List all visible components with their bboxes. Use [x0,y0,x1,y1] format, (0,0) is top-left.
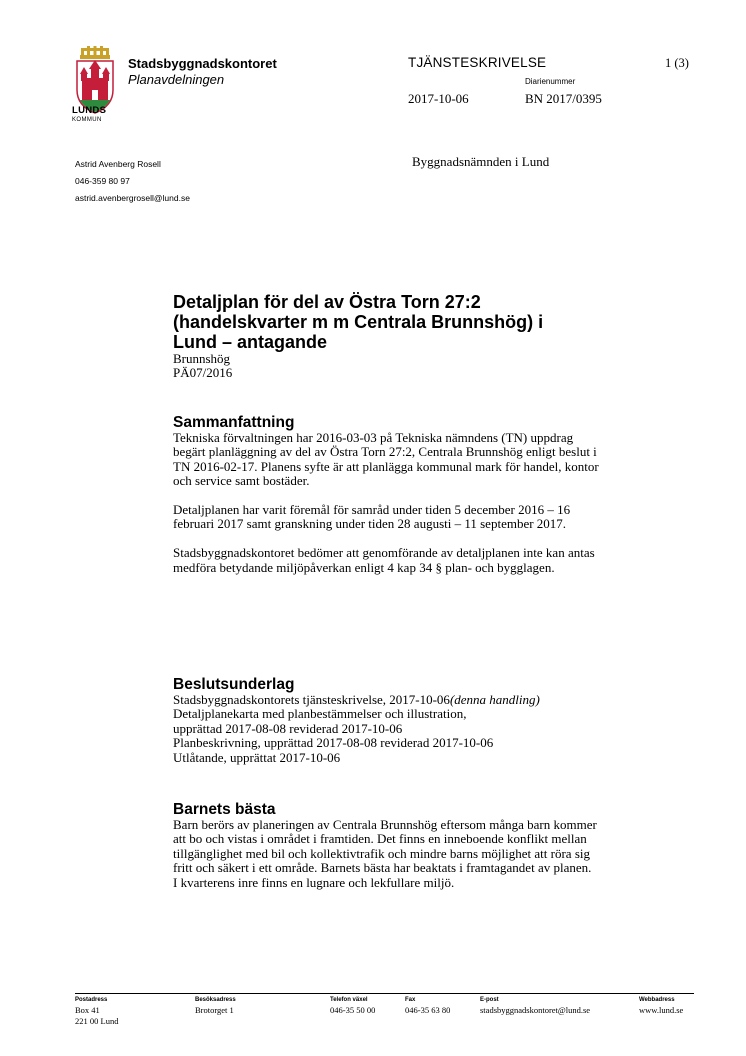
children-heading: Barnets bästa [173,801,276,818]
basis-item: upprättad 2017-08-08 reviderad 2017-10-06 [173,720,403,736]
footer-postal-line1: Box 41 [75,1005,100,1015]
logo-subtitle: KOMMUN [72,117,102,123]
footer-email-label: E-post [480,997,499,1003]
crown-icon [80,46,110,59]
sender-name: Astrid Avenberg Rosell [75,159,161,169]
basis-item-text: Stadsbyggnadskontorets tjänsteskrivelse, 2017-10-06 [173,692,450,707]
footer-web: www.lund.se [639,1005,684,1015]
title-line: Lund – antagande [173,332,328,352]
diarie-number: BN 2017/0395 [525,91,602,106]
footer-postal-line2: 221 00 Lund [75,1016,119,1026]
summary-paragraph: Stadsbyggnadskontoret bedömer att genomförande av detaljplanen inte kan antas medföra betydande miljöpåverkan enligt 4 kap 34 § plan- och bygglagen. [173,545,595,575]
footer-visit: Brotorget 1 [195,1005,234,1015]
title-line: Detaljplan för del av Östra Torn 27:2 [173,292,481,312]
footer-email: stadsbyggnadskontoret@lund.se [480,1005,591,1015]
title-block [173,292,613,380]
summary-paragraph: Tekniska förvaltningen har 2016-03-03 på Tekniska nämndens (TN) uppdrag begärt planläggning av del av Östra Torn 27:2, Centrala Brunnshög enligt beslut i TN 2016-02-17. Planens syfte är att planlägga kommunal mark för handel, kontor och service samt bostäder. [173,430,599,489]
plan-area: Brunnshög [173,351,231,366]
basis-heading: Beslutsunderlag [173,676,295,693]
title-line: (handelskvarter m m Centrala Brunnshög) i [173,312,544,332]
department-name: Stadsbyggnadskontoret [128,56,277,71]
plan-id: PÄ07/2016 [173,365,233,380]
basis-item: Planbeskrivning, upprättad 2017-08-08 reviderad 2017-10-06 [173,735,494,751]
summary-paragraph: Detaljplanen har varit föremål för samråd under tiden 5 december 2016 – 16 februari 2017 samt granskning under tiden 28 augusti – 11 september 2017. [173,502,571,532]
document-date: 2017-10-06 [408,91,469,106]
summary-section [173,414,603,575]
page-number: 1 (3) [665,56,689,70]
unit-name: Planavdelningen [128,72,225,87]
summary-heading: Sammanfattning [173,414,295,431]
footer-phone-label: Telefon växel [330,997,368,1003]
children-paragraph: Barn berörs av planeringen av Centrala Brunnshög eftersom många barn kommer att bo och vistas i området i framtiden. Det finns en inneboende konflikt mellan tillgänglighet med bil och kollektivtrafik och mindre barns möjlighet att röra sig fritt och säkert i ett område. Barnets bästa har beaktats i framtagandet av planen. I kvarterens inre finns en lugnare och lekfullare miljö. [173,817,597,890]
basis-item: Detaljplanekarta med planbestämmelser och illustration, [173,706,467,722]
recipient: Byggnadsnämnden i Lund [412,154,550,169]
footer-phone: 046-35 50 00 [330,1005,376,1015]
basis-item-note: (denna handling) [449,692,540,707]
footer-visit-label: Besöksadress [195,997,236,1003]
footer-fax: 046-35 63 80 [405,1005,451,1015]
footer-postal-label: Postadress [75,997,108,1003]
basis-item: Utlåtande, upprättat 2017-10-06 [173,749,341,765]
document-title [173,292,613,352]
basis-section [173,676,613,765]
footer-divider [75,993,694,994]
footer-fax-label: Fax [405,997,416,1003]
logo-name: LUNDS [72,105,107,116]
basis-item [173,693,613,707]
sender-email: astrid.avenbergrosell@lund.se [75,193,190,203]
diarie-label: Diarienummer [525,77,576,86]
document-type: TJÄNSTESKRIVELSE [408,55,547,70]
children-section [173,801,598,890]
sender-phone: 046-359 80 97 [75,176,130,186]
footer-web-label: Webbadress [639,997,675,1003]
